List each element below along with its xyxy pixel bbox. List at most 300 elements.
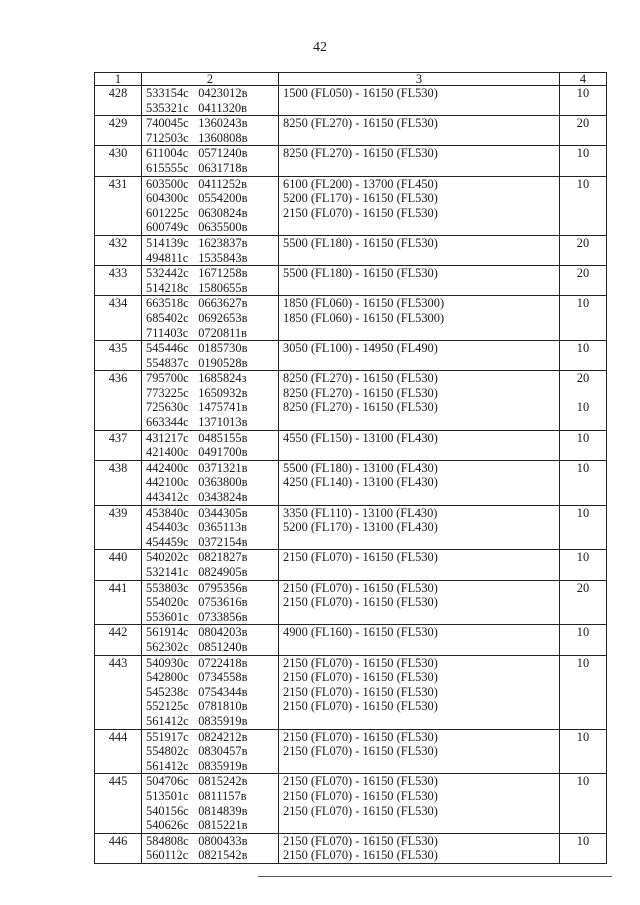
altitude-range: 1850 (FL060) - 16150 (FL5300) [283, 310, 445, 325]
row-number: 435 [95, 341, 142, 371]
latitude: 615555с [146, 160, 189, 175]
longitude: 0811157в [198, 788, 247, 803]
table-row [95, 116, 607, 146]
altitude-range-cell [279, 505, 560, 550]
altitude-range: 1500 (FL050) - 16150 (FL530) [283, 86, 438, 100]
row-number: 446 [95, 833, 142, 863]
longitude: 0485155в [198, 430, 248, 445]
coordinate-line [146, 400, 274, 415]
coordinate-line [146, 356, 274, 371]
coordinates-cell [142, 296, 279, 341]
altitude-range: 8250 (FL270) - 16150 (FL530) [283, 116, 438, 131]
longitude: 0734558в [198, 670, 248, 685]
altitude-range-cell [279, 655, 560, 729]
altitude-range: 8250 (FL270) - 16150 (FL530) [283, 400, 438, 415]
latitude: 540626с [146, 818, 189, 833]
coordinates-cell [142, 774, 279, 833]
coordinates-cell [142, 430, 279, 460]
coordinate-line [146, 550, 274, 565]
altitude-range: 5500 (FL180) - 16150 (FL530) [283, 266, 438, 281]
altitude-range: 2150 (FL070) - 16150 (FL530) [283, 580, 438, 595]
coordinate-line [146, 506, 274, 521]
value-cell [560, 146, 607, 176]
longitude: 0692653в [198, 310, 248, 325]
value-cell [560, 371, 607, 430]
altitude-range: 8250 (FL270) - 16150 (FL530) [283, 385, 438, 400]
longitude: 0411320в [198, 100, 247, 115]
latitude: 454459с [146, 534, 189, 549]
latitude: 504706с [146, 774, 189, 789]
altitude-range-cell [279, 460, 560, 505]
coordinates-cell [142, 176, 279, 235]
latitude: 561914с [146, 625, 189, 640]
value-cell [560, 550, 607, 580]
coordinate-line [146, 804, 274, 819]
latitude: 601225с [146, 205, 189, 220]
coordinate-line [146, 281, 274, 296]
coordinate-line [146, 101, 274, 116]
altitude-range: 3350 (FL110) - 13100 (FL430) [283, 505, 438, 520]
table-row [95, 296, 607, 341]
table-row [95, 729, 607, 774]
longitude: 0754344в [198, 684, 248, 699]
longitude: 0815221в [198, 818, 248, 833]
latitude: 554802с [146, 744, 189, 759]
coordinate-line [146, 640, 274, 655]
altitude-range-cell [279, 146, 560, 176]
value: 20 [576, 580, 590, 595]
latitude: 725630с [146, 400, 189, 415]
altitude-range: 2150 (FL070) - 16150 (FL530) [283, 684, 438, 699]
coordinate-line [146, 326, 274, 341]
coordinate-line [146, 296, 274, 311]
page-number: 42 [313, 40, 327, 55]
altitude-range: 2150 (FL070) - 16150 (FL530) [283, 774, 438, 789]
latitude: 421400с [146, 445, 189, 460]
table-row [95, 460, 607, 505]
value [564, 386, 602, 401]
altitude-range-cell [279, 341, 560, 371]
table-row [95, 371, 607, 430]
value: 10 [576, 774, 590, 789]
coordinates-cell [142, 371, 279, 430]
row-number: 438 [95, 460, 142, 505]
row-number: 440 [95, 550, 142, 580]
coordinate-line [146, 251, 274, 266]
coordinates-cell [142, 550, 279, 580]
altitude-range: 2150 (FL070) - 16150 (FL530) [283, 595, 438, 610]
bottom-rule [258, 876, 612, 877]
latitude: 551917с [146, 729, 189, 744]
coordinates-cell [142, 146, 279, 176]
latitude: 603500с [146, 176, 189, 191]
column-header-3: 3 [279, 73, 560, 86]
value: 10 [576, 505, 590, 520]
value-cell [560, 296, 607, 341]
latitude: 711403с [146, 325, 189, 340]
longitude: 0630824в [198, 205, 248, 220]
value: 10 [576, 430, 590, 445]
latitude: 540930с [146, 655, 189, 670]
value: 20 [576, 371, 590, 386]
coordinates-cell [142, 235, 279, 265]
latitude: 494811с [146, 250, 189, 265]
value: 10 [576, 729, 590, 744]
altitude-range-cell [279, 371, 560, 430]
table-row [95, 146, 607, 176]
coordinate-line [146, 744, 274, 759]
altitude-range-cell [279, 86, 560, 116]
longitude: 0185730в [198, 341, 248, 356]
value: 10 [576, 655, 590, 670]
altitude-range: 2150 (FL070) - 16150 (FL530) [283, 205, 438, 220]
table-row [95, 625, 607, 655]
altitude-range: 2150 (FL070) - 16150 (FL530) [283, 848, 438, 863]
coordinate-line [146, 266, 274, 281]
coordinates-cell [142, 833, 279, 863]
latitude: 562302с [146, 639, 189, 654]
table-header [95, 73, 607, 86]
latitude: 454403с [146, 520, 189, 535]
table-row [95, 266, 607, 296]
latitude: 663518с [146, 296, 189, 311]
latitude: 554837с [146, 355, 189, 370]
row-number: 439 [95, 505, 142, 550]
coordinates-cell [142, 729, 279, 774]
value-cell [560, 580, 607, 625]
altitude-range: 2150 (FL070) - 16150 (FL530) [283, 670, 438, 685]
longitude: 0722418в [198, 655, 248, 670]
longitude: 0423012в [198, 86, 248, 100]
latitude: 545238с [146, 684, 189, 699]
longitude: 0815242в [198, 774, 248, 789]
longitude: 0343824в [198, 490, 248, 505]
latitude: 604300с [146, 191, 189, 206]
value: 10 [576, 176, 590, 191]
value: 10 [576, 146, 590, 161]
coordinate-line [146, 146, 274, 161]
longitude: 0363800в [198, 475, 248, 490]
longitude: 0190528в [198, 355, 248, 370]
altitude-range-cell [279, 296, 560, 341]
coordinate-line [146, 86, 274, 101]
longitude: 0835919в [198, 713, 248, 728]
latitude: 431217с [146, 430, 189, 445]
longitude: 0824212в [198, 729, 248, 744]
coordinate-line [146, 834, 274, 849]
coordinate-line [146, 610, 274, 625]
table-row [95, 550, 607, 580]
table-row [95, 430, 607, 460]
coordinate-line [146, 431, 274, 446]
coordinates-cell [142, 655, 279, 729]
table-body [95, 86, 607, 864]
altitude-range: 2150 (FL070) - 16150 (FL530) [283, 699, 438, 714]
latitude: 540202с [146, 550, 189, 565]
coordinate-line [146, 759, 274, 774]
altitude-range-cell [279, 266, 560, 296]
coordinate-line [146, 699, 274, 714]
longitude: 0554200в [198, 191, 248, 206]
coordinate-line [146, 131, 274, 146]
value-cell [560, 235, 607, 265]
latitude: 545446с [146, 341, 189, 356]
longitude: 0795356в [198, 580, 248, 595]
longitude: 1671258в [198, 266, 248, 281]
longitude: 1475741в [198, 400, 248, 415]
value-cell [560, 266, 607, 296]
longitude: 0851240в [198, 639, 248, 654]
table-row [95, 86, 607, 116]
altitude-range: 1850 (FL060) - 16150 (FL5300) [283, 296, 445, 311]
latitude: 795700с [146, 371, 189, 386]
latitude: 584808с [146, 833, 189, 848]
value: 20 [576, 116, 590, 131]
coordinate-line [146, 236, 274, 251]
coordinate-line [146, 670, 274, 685]
altitude-range: 2150 (FL070) - 16150 (FL530) [283, 550, 438, 565]
coordinate-line [146, 311, 274, 326]
latitude: 740045с [146, 116, 189, 131]
row-number: 442 [95, 625, 142, 655]
coordinates-cell [142, 580, 279, 625]
longitude: 0804203в [198, 625, 248, 640]
longitude: 1535843в [198, 250, 248, 265]
row-number: 429 [95, 116, 142, 146]
latitude: 554020с [146, 595, 189, 610]
coordinates-cell [142, 116, 279, 146]
altitude-range-cell [279, 116, 560, 146]
coordinate-line [146, 714, 274, 729]
longitude: 0635500в [198, 220, 248, 235]
latitude: 533154с [146, 86, 189, 100]
table-row [95, 176, 607, 235]
value-cell [560, 86, 607, 116]
altitude-range: 5500 (FL180) - 13100 (FL430) [283, 460, 438, 475]
coordinate-line [146, 520, 274, 535]
coordinate-line [146, 461, 274, 476]
coordinate-line [146, 161, 274, 176]
altitude-range-cell [279, 176, 560, 235]
longitude: 0733856в [198, 609, 248, 624]
latitude: 553601с [146, 609, 189, 624]
coordinate-line [146, 656, 274, 671]
table-row [95, 655, 607, 729]
altitude-range: 2150 (FL070) - 16150 (FL530) [283, 788, 438, 803]
coordinate-line [146, 535, 274, 550]
coordinate-line [146, 848, 274, 863]
altitude-range: 2150 (FL070) - 16150 (FL530) [283, 803, 438, 818]
row-number: 431 [95, 176, 142, 235]
coordinates-cell [142, 625, 279, 655]
longitude: 0835919в [198, 758, 248, 773]
coordinate-line [146, 341, 274, 356]
coordinate-line [146, 220, 274, 235]
coordinate-line [146, 475, 274, 490]
latitude: 685402с [146, 310, 189, 325]
altitude-range: 8250 (FL270) - 16150 (FL530) [283, 371, 438, 386]
latitude: 514218с [146, 280, 189, 295]
longitude: 0781810в [198, 699, 248, 714]
latitude: 540156с [146, 803, 189, 818]
row-number: 428 [95, 86, 142, 116]
coordinate-line [146, 581, 274, 596]
coordinate-line [146, 415, 274, 430]
latitude: 712503с [146, 130, 189, 145]
value-cell [560, 176, 607, 235]
altitude-range-cell [279, 430, 560, 460]
coordinate-line [146, 789, 274, 804]
coordinate-line [146, 490, 274, 505]
table-row [95, 580, 607, 625]
value: 10 [576, 625, 590, 640]
coordinates-cell [142, 266, 279, 296]
altitude-range-cell [279, 580, 560, 625]
value-cell [560, 505, 607, 550]
longitude: 0571240в [198, 146, 248, 161]
latitude: 442400с [146, 460, 189, 475]
value: 10 [576, 400, 590, 415]
latitude: 532442с [146, 266, 189, 281]
longitude: 0821542в [198, 848, 248, 863]
value-cell [560, 774, 607, 833]
row-number: 434 [95, 296, 142, 341]
coordinate-line [146, 565, 274, 580]
coordinate-line [146, 191, 274, 206]
row-number: 445 [95, 774, 142, 833]
altitude-range-cell [279, 833, 560, 863]
latitude: 553803с [146, 580, 189, 595]
latitude: 600749с [146, 220, 189, 235]
latitude: 542800с [146, 670, 189, 685]
altitude-range-cell [279, 729, 560, 774]
coordinate-line [146, 445, 274, 460]
latitude: 561412с [146, 758, 189, 773]
coordinate-line [146, 730, 274, 745]
row-number: 441 [95, 580, 142, 625]
altitude-range: 6100 (FL200) - 13700 (FL450) [283, 176, 438, 191]
coordinate-line [146, 371, 274, 386]
coordinate-line [146, 685, 274, 700]
latitude: 532141с [146, 565, 189, 579]
latitude: 513501с [146, 788, 189, 803]
altitude-range-cell [279, 550, 560, 580]
coordinates-cell [142, 460, 279, 505]
table-row [95, 505, 607, 550]
coordinate-line [146, 206, 274, 221]
longitude: 0344305в [198, 505, 248, 520]
row-number: 444 [95, 729, 142, 774]
coordinate-line [146, 386, 274, 401]
latitude: 561412с [146, 713, 189, 728]
longitude: 0753616в [198, 595, 248, 610]
value-cell [560, 430, 607, 460]
altitude-range: 5200 (FL170) - 13100 (FL430) [283, 520, 438, 535]
longitude: 0371321в [198, 460, 248, 475]
longitude: 0830457в [198, 744, 248, 759]
latitude: 773225с [146, 385, 189, 400]
longitude: 0814839в [198, 803, 248, 818]
value-cell [560, 729, 607, 774]
value-cell [560, 833, 607, 863]
altitude-range: 5500 (FL180) - 16150 (FL530) [283, 235, 438, 250]
altitude-range: 4900 (FL160) - 16150 (FL530) [283, 625, 438, 640]
coordinate-line [146, 177, 274, 192]
value: 10 [576, 460, 590, 475]
altitude-range: 4250 (FL140) - 13100 (FL430) [283, 475, 438, 490]
altitude-range: 2150 (FL070) - 16150 (FL530) [283, 833, 438, 848]
longitude: 0821827в [198, 550, 248, 565]
longitude: 0720811в [198, 325, 247, 340]
value: 10 [576, 296, 590, 311]
longitude: 0411252в [198, 176, 247, 191]
coordinate-line [146, 625, 274, 640]
altitude-range: 4550 (FL150) - 13100 (FL430) [283, 430, 438, 445]
row-number: 430 [95, 146, 142, 176]
altitude-range-cell [279, 625, 560, 655]
longitude: 1623837в [198, 235, 248, 250]
latitude: 560112с [146, 848, 189, 863]
altitude-range-cell [279, 774, 560, 833]
longitude: 1360243в [198, 116, 248, 131]
table-row [95, 774, 607, 833]
longitude: 0800433в [198, 833, 248, 848]
value-cell [560, 460, 607, 505]
value-cell [560, 341, 607, 371]
longitude: 1371013в [198, 415, 248, 430]
longitude: 0663627в [198, 296, 248, 311]
column-header-1: 1 [95, 73, 142, 86]
table-row [95, 833, 607, 863]
altitude-range: 3050 (FL100) - 14950 (FL490) [283, 341, 438, 356]
row-number: 432 [95, 235, 142, 265]
coordinate-line [146, 116, 274, 131]
altitude-range: 2150 (FL070) - 16150 (FL530) [283, 655, 438, 670]
route-table [94, 72, 607, 864]
value: 10 [576, 833, 590, 848]
latitude: 611004с [146, 146, 189, 161]
coordinate-line [146, 818, 274, 833]
value: 20 [576, 235, 590, 250]
value-cell [560, 625, 607, 655]
latitude: 663344с [146, 415, 189, 430]
row-number: 437 [95, 430, 142, 460]
longitude: 1650932в [198, 385, 248, 400]
latitude: 442100с [146, 475, 189, 490]
altitude-range: 2150 (FL070) - 16150 (FL530) [283, 729, 438, 744]
altitude-range: 2150 (FL070) - 16150 (FL530) [283, 744, 438, 759]
coordinates-cell [142, 505, 279, 550]
column-header-2: 2 [142, 73, 279, 86]
coordinate-line [146, 595, 274, 610]
table-row [95, 341, 607, 371]
value-cell [560, 116, 607, 146]
coordinate-line [146, 774, 274, 789]
row-number: 443 [95, 655, 142, 729]
latitude: 552125с [146, 699, 189, 714]
longitude: 0824905в [198, 565, 248, 579]
latitude: 453840с [146, 505, 189, 520]
value: 10 [576, 341, 590, 356]
altitude-range: 8250 (FL270) - 16150 (FL530) [283, 146, 438, 161]
column-header-4: 4 [560, 73, 607, 86]
latitude: 535321с [146, 100, 189, 115]
coordinates-cell [142, 86, 279, 116]
altitude-range-cell [279, 235, 560, 265]
latitude: 443412с [146, 490, 189, 505]
longitude: 0372154в [198, 534, 248, 549]
row-number: 433 [95, 266, 142, 296]
